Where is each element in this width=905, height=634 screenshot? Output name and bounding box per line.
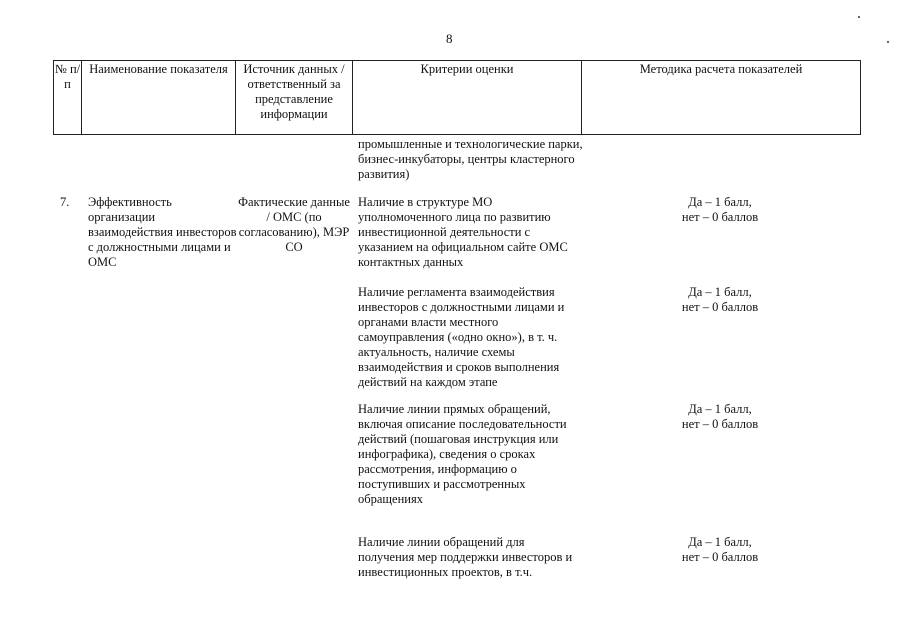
- header-criteria: Критерии оценки: [353, 61, 582, 134]
- criterion-score-no: нет – 0 баллов: [681, 300, 759, 314]
- criteria-continuation: промышленные и технологические парки, бизнес-инкубаторы, центры кластерного развития): [358, 137, 583, 181]
- header-number: № п/п: [54, 61, 82, 134]
- scan-speck: [887, 41, 889, 43]
- page-number: 8: [446, 31, 453, 46]
- scan-speck: [858, 16, 860, 18]
- criterion-score-yes: Да – 1 балл,: [688, 402, 752, 416]
- indicator-name: Эффективность организации взаимодействия инвесторов с должностными лицами и ОМС: [88, 195, 237, 269]
- criterion-score-no: нет – 0 баллов: [681, 417, 759, 431]
- criterion-text: Наличие в структуре МО уполномоченного лица по развитию инвестиционной деятельности с указанием на официальном сайте ОМС контактных данных: [358, 195, 568, 269]
- data-source: Фактические данные / ОМС (по согласованию), МЭР СО: [238, 195, 350, 254]
- header-data-source: Источник данных / ответственный за представление информации: [236, 61, 353, 134]
- criterion-text: Наличие линии прямых обращений, включая описание последовательности действий (пошаговая инструкция или инфографика), сведения о сроках рассмотрения, информацию о поступивших и рассмотренных обращениях: [358, 402, 567, 506]
- criterion-text: Наличие линии обращений для получения мер поддержки инвесторов и инвестиционных проектов, в т.ч.: [358, 535, 573, 579]
- table-header: [53, 60, 861, 135]
- criterion-score-no: нет – 0 баллов: [681, 210, 759, 224]
- criterion-score-yes: Да – 1 балл,: [688, 535, 752, 549]
- criterion-score-yes: Да – 1 балл,: [688, 195, 752, 209]
- criterion-score-yes: Да – 1 балл,: [688, 285, 752, 299]
- criterion-score-no: нет – 0 баллов: [681, 550, 759, 564]
- header-method: Методика расчета показателей: [639, 62, 803, 76]
- row-number: 7.: [60, 195, 70, 209]
- header-indicator-name: Наименование показателя: [82, 61, 236, 134]
- criterion-text: Наличие регламента взаимодействия инвесторов с должностными лицами и органами власти местного самоуправления («одно окно»), в т. ч. актуальность, наличие схемы взаимодействия и сроков выполнения действий на каждом этапе: [358, 285, 565, 389]
